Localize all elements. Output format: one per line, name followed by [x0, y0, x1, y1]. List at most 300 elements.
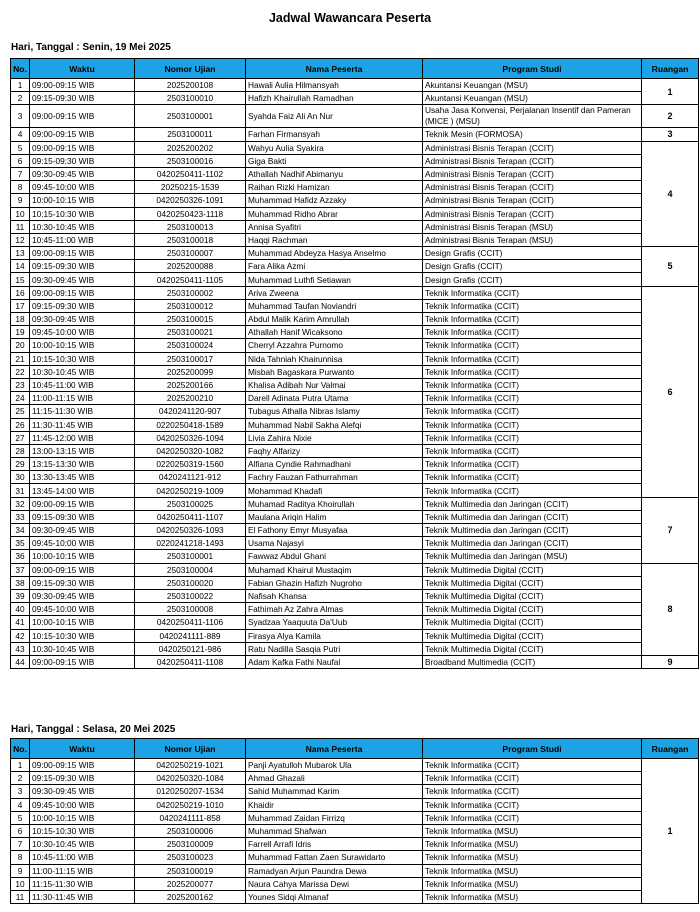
waktu-cell: 09:00-09:15 WIB — [30, 105, 135, 128]
nama-peserta-cell: Fathimah Az Zahra Almas — [246, 603, 423, 616]
program-studi-cell: Teknik Informatika (CCIT) — [423, 444, 642, 457]
program-studi-cell: Administrasi Bisnis Terapan (MSU) — [423, 233, 642, 246]
nomor-ujian-cell: 0420250411-1106 — [135, 616, 246, 629]
nomor-ujian-cell: 2503100010 — [135, 92, 246, 105]
table-row — [11, 273, 699, 286]
program-studi-cell: Teknik Multimedia dan Jaringan (CCIT) — [423, 537, 642, 550]
waktu-cell: 10:15-10:30 WIB — [30, 207, 135, 220]
nama-peserta-cell: Abdul Malik Karim Amrullah — [246, 313, 423, 326]
nama-peserta-cell: Ahmad Ghazali — [246, 772, 423, 785]
table-row — [11, 616, 699, 629]
waktu-cell: 11:00-11:15 WIB — [30, 392, 135, 405]
program-studi-cell: Teknik Multimedia Digital (CCIT) — [423, 616, 642, 629]
no-cell: 5 — [11, 811, 30, 824]
nomor-ujian-cell: 2503100006 — [135, 824, 246, 837]
table-row — [11, 458, 699, 471]
nama-peserta-cell: Farhan Firmansyah — [246, 128, 423, 141]
header-no: No. — [11, 59, 30, 79]
nama-peserta-cell: Livia Zahira Nixie — [246, 431, 423, 444]
no-cell: 34 — [11, 524, 30, 537]
table-row — [11, 352, 699, 365]
program-studi-cell: Teknik Informatika (CCIT) — [423, 811, 642, 824]
no-cell: 3 — [11, 785, 30, 798]
table-row — [11, 92, 699, 105]
waktu-cell: 11:00-11:15 WIB — [30, 864, 135, 877]
waktu-cell: 09:00-09:15 WIB — [30, 128, 135, 141]
ruangan-cell: 3 — [642, 128, 699, 141]
waktu-cell: 10:45-11:00 WIB — [30, 233, 135, 246]
no-cell: 33 — [11, 510, 30, 523]
program-studi-cell: Teknik Informatika (CCIT) — [423, 471, 642, 484]
nomor-ujian-cell: 2025200088 — [135, 260, 246, 273]
no-cell: 24 — [11, 392, 30, 405]
nama-peserta-cell: Sahid Muhammad Karim — [246, 785, 423, 798]
nama-peserta-cell: Muhammad Fattan Zaen Surawidarto — [246, 851, 423, 864]
program-studi-cell: Administrasi Bisnis Terapan (CCIT) — [423, 194, 642, 207]
table-row — [11, 181, 699, 194]
no-cell: 37 — [11, 563, 30, 576]
nomor-ujian-cell: 2025200077 — [135, 877, 246, 890]
header-program-studi: Program Studi — [423, 739, 642, 759]
nama-peserta-cell: Giga Bakti — [246, 154, 423, 167]
waktu-cell: 10:45-11:00 WIB — [30, 851, 135, 864]
no-cell: 25 — [11, 405, 30, 418]
nama-peserta-cell: Tubagus Athalla Nibras Islamy — [246, 405, 423, 418]
no-cell: 6 — [11, 824, 30, 837]
table-row — [11, 326, 699, 339]
ruangan-cell: 1 — [642, 79, 699, 105]
program-studi-cell: Teknik Multimedia Digital (CCIT) — [423, 576, 642, 589]
table-row — [11, 890, 699, 903]
nomor-ujian-cell: 2503100001 — [135, 105, 246, 128]
nama-peserta-cell: Darell Adinata Putra Utama — [246, 392, 423, 405]
nomor-ujian-cell: 2503100001 — [135, 550, 246, 563]
table-row — [11, 128, 699, 141]
nomor-ujian-cell: 0420250411-1105 — [135, 273, 246, 286]
waktu-cell: 10:30-10:45 WIB — [30, 838, 135, 851]
waktu-cell: 10:00-10:15 WIB — [30, 811, 135, 824]
nomor-ujian-cell: 2503100019 — [135, 864, 246, 877]
waktu-cell: 10:30-10:45 WIB — [30, 642, 135, 655]
program-studi-cell: Administrasi Bisnis Terapan (CCIT) — [423, 181, 642, 194]
no-cell: 8 — [11, 181, 30, 194]
table-row — [11, 563, 699, 576]
table-row — [11, 431, 699, 444]
nomor-ujian-cell: 0420250326-1093 — [135, 524, 246, 537]
nama-peserta-cell: Mohammad Khadafi — [246, 484, 423, 497]
no-cell: 23 — [11, 378, 30, 391]
nomor-ujian-cell: 0420250219-1021 — [135, 759, 246, 772]
no-cell: 30 — [11, 471, 30, 484]
waktu-cell: 09:00-09:15 WIB — [30, 247, 135, 260]
program-studi-cell: Teknik Informatika (CCIT) — [423, 365, 642, 378]
table-row — [11, 313, 699, 326]
nomor-ujian-cell: 2503100011 — [135, 128, 246, 141]
waktu-cell: 09:00-09:15 WIB — [30, 655, 135, 668]
nomor-ujian-cell: 0420241111-889 — [135, 629, 246, 642]
waktu-cell: 09:15-09:30 WIB — [30, 510, 135, 523]
ruangan-cell: 6 — [642, 286, 699, 497]
ruangan-cell: 5 — [642, 247, 699, 287]
program-studi-cell: Teknik Informatika (CCIT) — [423, 339, 642, 352]
program-studi-cell: Akuntansi Keuangan (MSU) — [423, 79, 642, 92]
no-cell: 40 — [11, 603, 30, 616]
table-row — [11, 207, 699, 220]
nama-peserta-cell: Fawwaz Abdul Ghani — [246, 550, 423, 563]
waktu-cell: 09:15-09:30 WIB — [30, 92, 135, 105]
program-studi-cell: Teknik Informatika (CCIT) — [423, 378, 642, 391]
nama-peserta-cell: Nafisah Khansa — [246, 589, 423, 602]
table-row — [11, 471, 699, 484]
nomor-ujian-cell: 2503100023 — [135, 851, 246, 864]
table-row — [11, 418, 699, 431]
nomor-ujian-cell: 0220250319-1560 — [135, 458, 246, 471]
nomor-ujian-cell: 2503100013 — [135, 220, 246, 233]
no-cell: 6 — [11, 154, 30, 167]
program-studi-cell: Teknik Informatika (MSU) — [423, 890, 642, 903]
nama-peserta-cell: Khaidir — [246, 798, 423, 811]
nomor-ujian-cell: 2503100021 — [135, 326, 246, 339]
no-cell: 9 — [11, 194, 30, 207]
nama-peserta-cell: Younes Sidqi Almanaf — [246, 890, 423, 903]
program-studi-cell: Teknik Informatika (CCIT) — [423, 484, 642, 497]
table-row — [11, 299, 699, 312]
no-cell: 28 — [11, 444, 30, 457]
waktu-cell: 09:00-09:15 WIB — [30, 563, 135, 576]
program-studi-cell: Teknik Informatika (MSU) — [423, 838, 642, 851]
page-title: Jadwal Wawancara Peserta — [268, 11, 432, 25]
table-row — [11, 537, 699, 550]
nama-peserta-cell: Syadzaa Yaaquuta Da'Uub — [246, 616, 423, 629]
table-row — [11, 864, 699, 877]
no-cell: 42 — [11, 629, 30, 642]
nama-peserta-cell: Panji Ayatulloh Mubarok Ula — [246, 759, 423, 772]
table-row — [11, 838, 699, 851]
nomor-ujian-cell: 2503100018 — [135, 233, 246, 246]
nama-peserta-cell: Muhammad Shafwan — [246, 824, 423, 837]
no-cell: 18 — [11, 313, 30, 326]
program-studi-cell: Teknik Informatika (CCIT) — [423, 798, 642, 811]
no-cell: 5 — [11, 141, 30, 154]
nomor-ujian-cell: 0420250411-1102 — [135, 167, 246, 180]
table-row — [11, 524, 699, 537]
table-row — [11, 629, 699, 642]
program-studi-cell: Design Grafis (CCIT) — [423, 247, 642, 260]
table-row — [11, 655, 699, 668]
program-studi-cell: Teknik Informatika (CCIT) — [423, 299, 642, 312]
nomor-ujian-cell: 0420250320-1082 — [135, 444, 246, 457]
waktu-cell: 11:15-11:30 WIB — [30, 877, 135, 890]
program-studi-cell: Teknik Informatika (CCIT) — [423, 405, 642, 418]
no-cell: 26 — [11, 418, 30, 431]
no-cell: 20 — [11, 339, 30, 352]
waktu-cell: 09:00-09:15 WIB — [30, 286, 135, 299]
table-row — [11, 154, 699, 167]
table-row — [11, 405, 699, 418]
nama-peserta-cell: El Fathony Emyr Musyafaa — [246, 524, 423, 537]
no-cell: 21 — [11, 352, 30, 365]
nomor-ujian-cell: 2503100007 — [135, 247, 246, 260]
program-studi-cell: Usaha Jasa Konvensi, Perjalanan Insentif dan Pameran (MICE ) (MSU) — [423, 105, 642, 128]
ruangan-cell: 9 — [642, 655, 699, 668]
nama-peserta-cell: Raihan Rizki Hamizan — [246, 181, 423, 194]
program-studi-cell: Teknik Informatika (CCIT) — [423, 286, 642, 299]
nama-peserta-cell: Athallah Hanif Wicaksono — [246, 326, 423, 339]
no-cell: 4 — [11, 128, 30, 141]
waktu-cell: 10:30-10:45 WIB — [30, 220, 135, 233]
nomor-ujian-cell: 0420250423-1118 — [135, 207, 246, 220]
nama-peserta-cell: Cherryl Azzahra Purnomo — [246, 339, 423, 352]
waktu-cell: 10:15-10:30 WIB — [30, 824, 135, 837]
program-studi-cell: Teknik Multimedia Digital (CCIT) — [423, 629, 642, 642]
nama-peserta-cell: Haqqi Rachman — [246, 233, 423, 246]
nomor-ujian-cell: 2503100004 — [135, 563, 246, 576]
waktu-cell: 09:30-09:45 WIB — [30, 589, 135, 602]
table-row — [11, 759, 699, 772]
no-cell: 11 — [11, 890, 30, 903]
program-studi-cell: Teknik Multimedia Digital (CCIT) — [423, 589, 642, 602]
no-cell: 16 — [11, 286, 30, 299]
nomor-ujian-cell: 0420250411-1107 — [135, 510, 246, 523]
waktu-cell: 11:30-11:45 WIB — [30, 890, 135, 903]
nama-peserta-cell: Muhammad Nabil Sakha Alefqi — [246, 418, 423, 431]
program-studi-cell: Teknik Multimedia dan Jaringan (CCIT) — [423, 524, 642, 537]
no-cell: 2 — [11, 92, 30, 105]
no-cell: 11 — [11, 220, 30, 233]
waktu-cell: 09:15-09:30 WIB — [30, 154, 135, 167]
table-row — [11, 365, 699, 378]
header-waktu: Waktu — [30, 59, 135, 79]
nomor-ujian-cell: 2503100016 — [135, 154, 246, 167]
nama-peserta-cell: Faqhy Alfarizy — [246, 444, 423, 457]
no-cell: 22 — [11, 365, 30, 378]
header-ruangan: Ruangan — [642, 739, 699, 759]
table-row — [11, 484, 699, 497]
waktu-cell: 09:00-09:15 WIB — [30, 141, 135, 154]
waktu-cell: 13:15-13:30 WIB — [30, 458, 135, 471]
nomor-ujian-cell: 2503100020 — [135, 576, 246, 589]
table-row — [11, 167, 699, 180]
header-nomor-ujian: Nomor Ujian — [135, 739, 246, 759]
nama-peserta-cell: Muhammad Ridho Abrar — [246, 207, 423, 220]
waktu-cell: 09:15-09:30 WIB — [30, 772, 135, 785]
nomor-ujian-cell: 2503100017 — [135, 352, 246, 365]
program-studi-cell: Administrasi Bisnis Terapan (CCIT) — [423, 207, 642, 220]
nama-peserta-cell: Muhammad Zaidan Firrizq — [246, 811, 423, 824]
table-row — [11, 603, 699, 616]
waktu-cell: 11:30-11:45 WIB — [30, 418, 135, 431]
nama-peserta-cell: Alfiana Cyndie Rahmadhani — [246, 458, 423, 471]
nama-peserta-cell: Athallah Nadhif Abimanyu — [246, 167, 423, 180]
waktu-cell: 09:45-10:00 WIB — [30, 603, 135, 616]
table-row — [11, 576, 699, 589]
no-cell: 4 — [11, 798, 30, 811]
nomor-ujian-cell: 0420241120-907 — [135, 405, 246, 418]
no-cell: 2 — [11, 772, 30, 785]
nomor-ujian-cell: 0420250320-1084 — [135, 772, 246, 785]
program-studi-cell: Broadband Multimedia (CCIT) — [423, 655, 642, 668]
nama-peserta-cell: Ramadyan Arjun Paundra Dewa — [246, 864, 423, 877]
nama-peserta-cell: Muhamad Khairul Mustaqim — [246, 563, 423, 576]
waktu-cell: 09:30-09:45 WIB — [30, 785, 135, 798]
nama-peserta-cell: Syahda Faiz Ali An Nur — [246, 105, 423, 128]
nomor-ujian-cell: 2503100002 — [135, 286, 246, 299]
table-row — [11, 444, 699, 457]
nomor-ujian-cell: 2025200099 — [135, 365, 246, 378]
nomor-ujian-cell: 0420250219-1009 — [135, 484, 246, 497]
nama-peserta-cell: Muhammad Taufan Noviandri — [246, 299, 423, 312]
ruangan-cell: 7 — [642, 497, 699, 563]
waktu-cell: 09:15-09:30 WIB — [30, 260, 135, 273]
table-row — [11, 589, 699, 602]
nomor-ujian-cell: 2503100015 — [135, 313, 246, 326]
ruangan-cell: 8 — [642, 563, 699, 655]
nomor-ujian-cell: 0120250207-1534 — [135, 785, 246, 798]
waktu-cell: 09:30-09:45 WIB — [30, 167, 135, 180]
waktu-cell: 10:30-10:45 WIB — [30, 365, 135, 378]
program-studi-cell: Teknik Informatika (CCIT) — [423, 759, 642, 772]
program-studi-cell: Design Grafis (CCIT) — [423, 260, 642, 273]
program-studi-cell: Teknik Multimedia Digital (CCIT) — [423, 642, 642, 655]
nomor-ujian-cell: 0420250326-1091 — [135, 194, 246, 207]
program-studi-cell: Teknik Informatika (MSU) — [423, 877, 642, 890]
nomor-ujian-cell: 20250215-1539 — [135, 181, 246, 194]
nama-peserta-cell: Firasya Alya Kamila — [246, 629, 423, 642]
program-studi-cell: Teknik Informatika (CCIT) — [423, 431, 642, 444]
program-studi-cell: Teknik Informatika (CCIT) — [423, 313, 642, 326]
ruangan-cell: 1 — [642, 759, 699, 904]
day-label-selasa: Hari, Tanggal : Selasa, 20 Mei 2025 — [11, 724, 176, 735]
table-row — [11, 79, 699, 92]
header-nama-peserta: Nama Peserta — [246, 739, 423, 759]
waktu-cell: 13:30-13:45 WIB — [30, 471, 135, 484]
program-studi-cell: Teknik Multimedia dan Jaringan (CCIT) — [423, 497, 642, 510]
no-cell: 1 — [11, 759, 30, 772]
nomor-ujian-cell: 0420250326-1094 — [135, 431, 246, 444]
program-studi-cell: Teknik Informatika (CCIT) — [423, 418, 642, 431]
program-studi-cell: Teknik Informatika (CCIT) — [423, 352, 642, 365]
program-studi-cell: Teknik Informatika (CCIT) — [423, 326, 642, 339]
program-studi-cell: Design Grafis (CCIT) — [423, 273, 642, 286]
no-cell: 9 — [11, 864, 30, 877]
table-row — [11, 141, 699, 154]
program-studi-cell: Akuntansi Keuangan (MSU) — [423, 92, 642, 105]
no-cell: 39 — [11, 589, 30, 602]
table-header-row — [11, 59, 699, 79]
nama-peserta-cell: Fachry Fauzan Fathurrahman — [246, 471, 423, 484]
day-label-senin: Hari, Tanggal : Senin, 19 Mei 2025 — [11, 42, 171, 53]
no-cell: 7 — [11, 838, 30, 851]
nomor-ujian-cell: 0220241218-1493 — [135, 537, 246, 550]
no-cell: 19 — [11, 326, 30, 339]
table-row — [11, 877, 699, 890]
nomor-ujian-cell: 0420250411-1108 — [135, 655, 246, 668]
nama-peserta-cell: Khalisa Adibah Nur Valmai — [246, 378, 423, 391]
no-cell: 32 — [11, 497, 30, 510]
nama-peserta-cell: Annisa Syafitri — [246, 220, 423, 233]
table-row — [11, 497, 699, 510]
program-studi-cell: Teknik Mesin (FORMOSA) — [423, 128, 642, 141]
nomor-ujian-cell: 0420250121-986 — [135, 642, 246, 655]
table-row — [11, 220, 699, 233]
nomor-ujian-cell: 2025200166 — [135, 378, 246, 391]
waktu-cell: 11:15-11:30 WIB — [30, 405, 135, 418]
table-row — [11, 247, 699, 260]
header-waktu: Waktu — [30, 739, 135, 759]
nama-peserta-cell: Muhamad Raditya Khoirullah — [246, 497, 423, 510]
no-cell: 13 — [11, 247, 30, 260]
program-studi-cell: Teknik Multimedia Digital (CCIT) — [423, 603, 642, 616]
nomor-ujian-cell: 2025200210 — [135, 392, 246, 405]
header-no: No. — [11, 739, 30, 759]
table-row — [11, 851, 699, 864]
waktu-cell: 10:45-11:00 WIB — [30, 378, 135, 391]
table-row — [11, 798, 699, 811]
program-studi-cell: Teknik Informatika (CCIT) — [423, 392, 642, 405]
nomor-ujian-cell: 2503100024 — [135, 339, 246, 352]
table-row — [11, 392, 699, 405]
nama-peserta-cell: Naura Cahya Marissa Dewi — [246, 877, 423, 890]
no-cell: 41 — [11, 616, 30, 629]
program-studi-cell: Teknik Informatika (CCIT) — [423, 785, 642, 798]
waktu-cell: 09:30-09:45 WIB — [30, 524, 135, 537]
no-cell: 36 — [11, 550, 30, 563]
table-row — [11, 260, 699, 273]
waktu-cell: 13:00-13:15 WIB — [30, 444, 135, 457]
schedule-table-selasa — [10, 738, 699, 904]
table-row — [11, 339, 699, 352]
header-ruangan: Ruangan — [642, 59, 699, 79]
nomor-ujian-cell: 0420241111-858 — [135, 811, 246, 824]
waktu-cell: 09:30-09:45 WIB — [30, 313, 135, 326]
nama-peserta-cell: Maulana Ariqin Halim — [246, 510, 423, 523]
ruangan-cell: 4 — [642, 141, 699, 247]
waktu-cell: 09:45-10:00 WIB — [30, 326, 135, 339]
program-studi-cell: Teknik Informatika (MSU) — [423, 864, 642, 877]
no-cell: 17 — [11, 299, 30, 312]
waktu-cell: 10:00-10:15 WIB — [30, 339, 135, 352]
nama-peserta-cell: Nida Tahniah Khairunnisa — [246, 352, 423, 365]
nomor-ujian-cell: 2503100025 — [135, 497, 246, 510]
waktu-cell: 09:45-10:00 WIB — [30, 537, 135, 550]
nomor-ujian-cell: 0420250219-1010 — [135, 798, 246, 811]
nomor-ujian-cell: 2503100022 — [135, 589, 246, 602]
table-row — [11, 642, 699, 655]
header-program-studi: Program Studi — [423, 59, 642, 79]
no-cell: 29 — [11, 458, 30, 471]
table-header-row — [11, 739, 699, 759]
nama-peserta-cell: Ariva Zweena — [246, 286, 423, 299]
nama-peserta-cell: Hawali Aulia Hilmansyah — [246, 79, 423, 92]
waktu-cell: 09:00-09:15 WIB — [30, 79, 135, 92]
nama-peserta-cell: Adam Kafka Fathi Naufal — [246, 655, 423, 668]
program-studi-cell: Teknik Informatika (CCIT) — [423, 458, 642, 471]
no-cell: 3 — [11, 105, 30, 128]
nama-peserta-cell: Muhammad Abdeyza Hasya Anselmo — [246, 247, 423, 260]
no-cell: 10 — [11, 877, 30, 890]
nomor-ujian-cell: 2025200108 — [135, 79, 246, 92]
ruangan-cell: 2 — [642, 105, 699, 128]
waktu-cell: 10:00-10:15 WIB — [30, 194, 135, 207]
no-cell: 38 — [11, 576, 30, 589]
table-row — [11, 510, 699, 523]
header-nomor-ujian: Nomor Ujian — [135, 59, 246, 79]
program-studi-cell: Administrasi Bisnis Terapan (CCIT) — [423, 167, 642, 180]
nama-peserta-cell: Hafizh Khairullah Ramadhan — [246, 92, 423, 105]
table-row — [11, 378, 699, 391]
nama-peserta-cell: Ratu Nadilla Sasqia Putri — [246, 642, 423, 655]
waktu-cell: 10:15-10:30 WIB — [30, 352, 135, 365]
